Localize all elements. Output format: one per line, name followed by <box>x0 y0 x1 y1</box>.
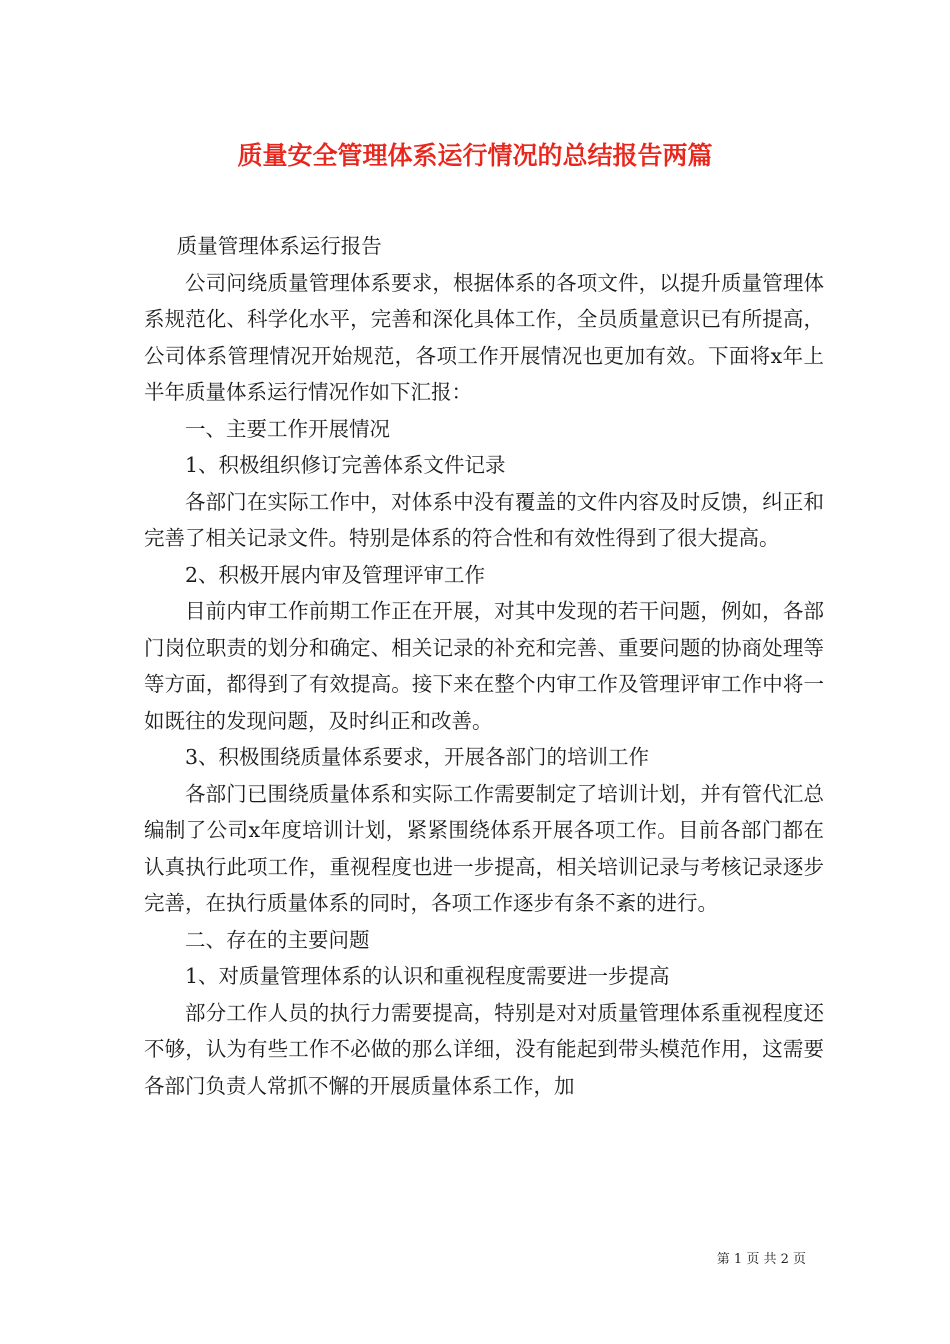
paragraph: 各部门在实际工作中，对体系中没有覆盖的文件内容及时反馈，纠正和完善了相关记录文件。特别是体系的符合性和有效性得到了很大提高。 <box>144 489 824 550</box>
subsection-heading: 1、对质量管理体系的认识和重视程度需要进一步提高 <box>185 964 670 988</box>
paragraph: 目前内审工作前期工作正在开展，对其中发现的若干问题，例如，各部门岗位职责的划分和确定、相关记录的补充和完善、重要问题的协商处理等等方面，都得到了有效提高。接下来在整个内审工作及管理评审工作中将一如既往的发现问题，及时纠正和改善。 <box>144 599 824 733</box>
section-heading: 质量管理体系运行报告 <box>176 234 382 258</box>
section-heading: 二、存在的主要问题 <box>185 927 370 952</box>
page-number: 第 1 页 共 2 页 <box>716 1252 806 1267</box>
subsection-heading: 2、积极开展内审及管理评审工作 <box>185 562 486 587</box>
section-heading: 一、主要工作开展情况 <box>185 416 390 441</box>
subsection-heading: 1、积极组织修订完善体系文件记录 <box>185 453 506 477</box>
document-title: 质量安全管理体系运行情况的总结报告两篇 <box>237 141 713 170</box>
paragraph: 各部门已围绕质量体系和实际工作需要制定了培训计划，并有管代汇总编制了公司x年度培训计划，紧紧围绕体系开展各项工作。目前各部门都在认真执行此项工作，重视程度也进一步提高，相关培训记录与考核记录逐步完善，在执行质量体系的同时，各项工作逐步有条不紊的进行。 <box>144 781 824 915</box>
subsection-heading: 3、积极围绕质量体系要求，开展各部门的培训工作 <box>185 745 650 769</box>
paragraph: 部分工作人员的执行力需要提高，特别是对对质量管理体系重视程度还不够，认为有些工作不必做的那么详细，没有能起到带头模范作用，这需要各部门负责人常抓不懈的开展质量体系工作，加 <box>144 1000 824 1098</box>
document-body <box>144 228 824 1104</box>
paragraph: 公司问绕质量管理体系要求，根据体系的各项文件，以提升质量管理体系规范化、科学化水平，完善和深化具体工作，全员质量意识已有所提高，公司体系管理情况开始规范，各项工作开展情况也更加有效。下面将x年上半年质量体系运行情况作如下汇报： <box>144 270 824 404</box>
